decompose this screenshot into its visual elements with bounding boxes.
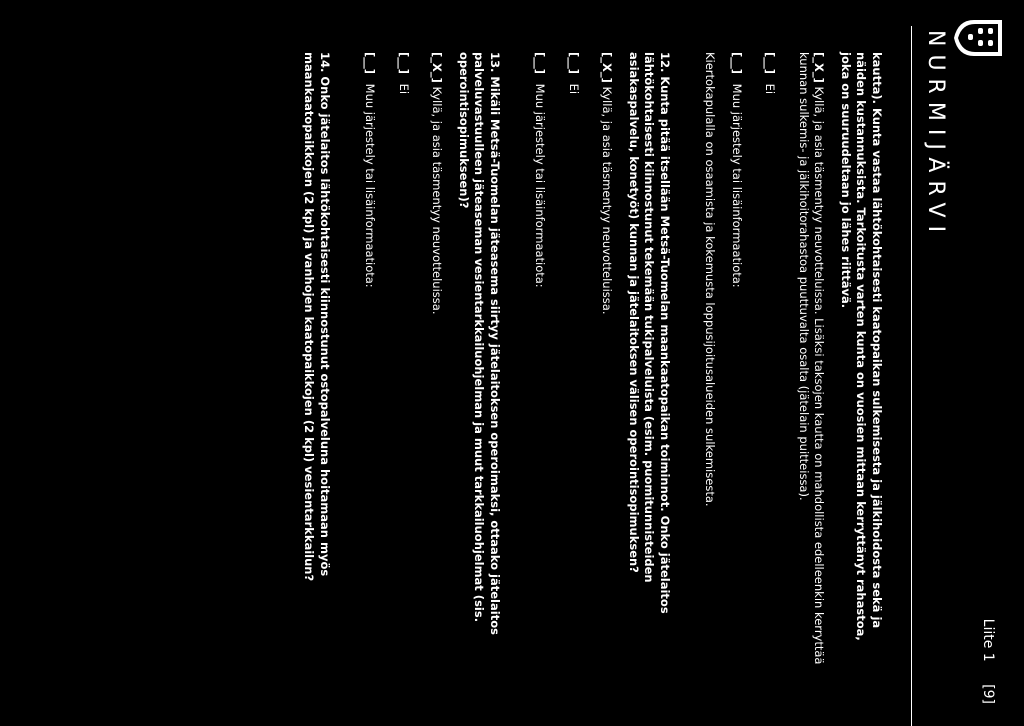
document-body <box>301 52 884 667</box>
option-text: Muu järjestely tai lisäinformaatiota: <box>533 83 548 288</box>
municipal-crest-icon <box>952 16 1004 60</box>
checkbox-empty: [__] <box>730 52 744 75</box>
option-text: Kyllä, ja asia täsmentyy neuvotteluissa. <box>430 86 445 315</box>
option-text: Ei <box>567 83 581 95</box>
checkbox-empty: [__] <box>567 52 581 75</box>
page-header <box>894 16 1004 706</box>
attachment-ref <box>980 601 996 704</box>
header-divider <box>911 26 912 726</box>
q13-option-other <box>362 52 378 667</box>
checkbox-empty: [__] <box>363 52 378 75</box>
page-number: [9] <box>980 684 996 704</box>
intro-paragraph: kautta). Kunta vastaa lähtökohtaisesti kaatopaikan sulkemisesta ja jälkihoidosta sekä ja näiden kustannuksista. Tarkoitusta varten kunta on vuosien mittaan kerryttänyt rahastoa, joka on suuruudeltaan jo lähes riittävä. <box>839 52 884 641</box>
option-text: Kyllä, ja asia täsmentyy neuvotteluissa. <box>600 86 615 315</box>
q12-option-other <box>532 52 548 667</box>
option-text: Kyllä, ja asia täsmentyy neuvotteluissa. Lisäksi taksojen kautta on mahdollista edelleenkin kerryttää kunnan sulkemis- ja jälkihoitorahastoa puuttuvalta osalta (jätelain puitteissa). <box>797 52 827 665</box>
q13-option-no <box>396 52 412 667</box>
q12-option-yes <box>599 52 615 667</box>
option-text: Ei <box>397 83 411 95</box>
attachment-label: Liite 1 <box>980 618 996 662</box>
q12-option-no <box>566 52 582 667</box>
q11-other-text: Kiertokapulalla on osaamista ja kokemusta loppusijoitusalueiden sulkemisesta. <box>703 52 718 507</box>
checkbox-empty: [__] <box>533 52 548 75</box>
checkbox-empty: [__] <box>763 52 778 75</box>
checkbox-checked: [_X_] <box>600 52 615 83</box>
option-text: Muu järjestely tai lisäinformaatiota: <box>730 83 744 288</box>
question-13: 13. Mikäli Metsä-Tuomelan jäteasema siirtyy jätelaitoksen operoimaksi, ottaako jätelaitos palveluvastuulleen jäteaseman vesientarkkailuohjelman ja muut tarkkailuohjelmat (sis. operointisopimukseen)? <box>457 52 502 635</box>
q11-option-yes <box>796 52 827 667</box>
q11-option-other <box>729 52 745 667</box>
municipality-name: NURMIJÄRVI <box>923 30 948 241</box>
question-12: 12. Kunta pitää itsellään Metsä-Tuomelan maankaatopaikan toiminnot. Onko jätelaitos lähtökohtaisesti kiinnostunut tekemään tukipalveluista (esim. puomitunnisteiden asiakaspalvelu, konetyöt) kunnan ja jätelaitoksen välisen operointisopimuksen? <box>627 52 672 614</box>
q13-option-yes <box>429 52 445 667</box>
checkbox-checked: [_X_] <box>430 52 445 83</box>
option-text: Ei <box>763 83 778 95</box>
question-14: 14. Onko jätelaitos lähtökohtaisesti kiinnostunut ostopalveluna hoitamaan myös maankaatopaikkojen (2 kpl) ja vanhojen kaatopaikkojen (2 kpl) vesientarkkailun? <box>302 52 332 582</box>
option-text: Muu järjestely tai lisäinformaatiota: <box>363 83 378 288</box>
checkbox-empty: [__] <box>397 52 411 75</box>
checkbox-checked: [_X_] <box>812 52 827 83</box>
q11-option-no <box>762 52 778 667</box>
